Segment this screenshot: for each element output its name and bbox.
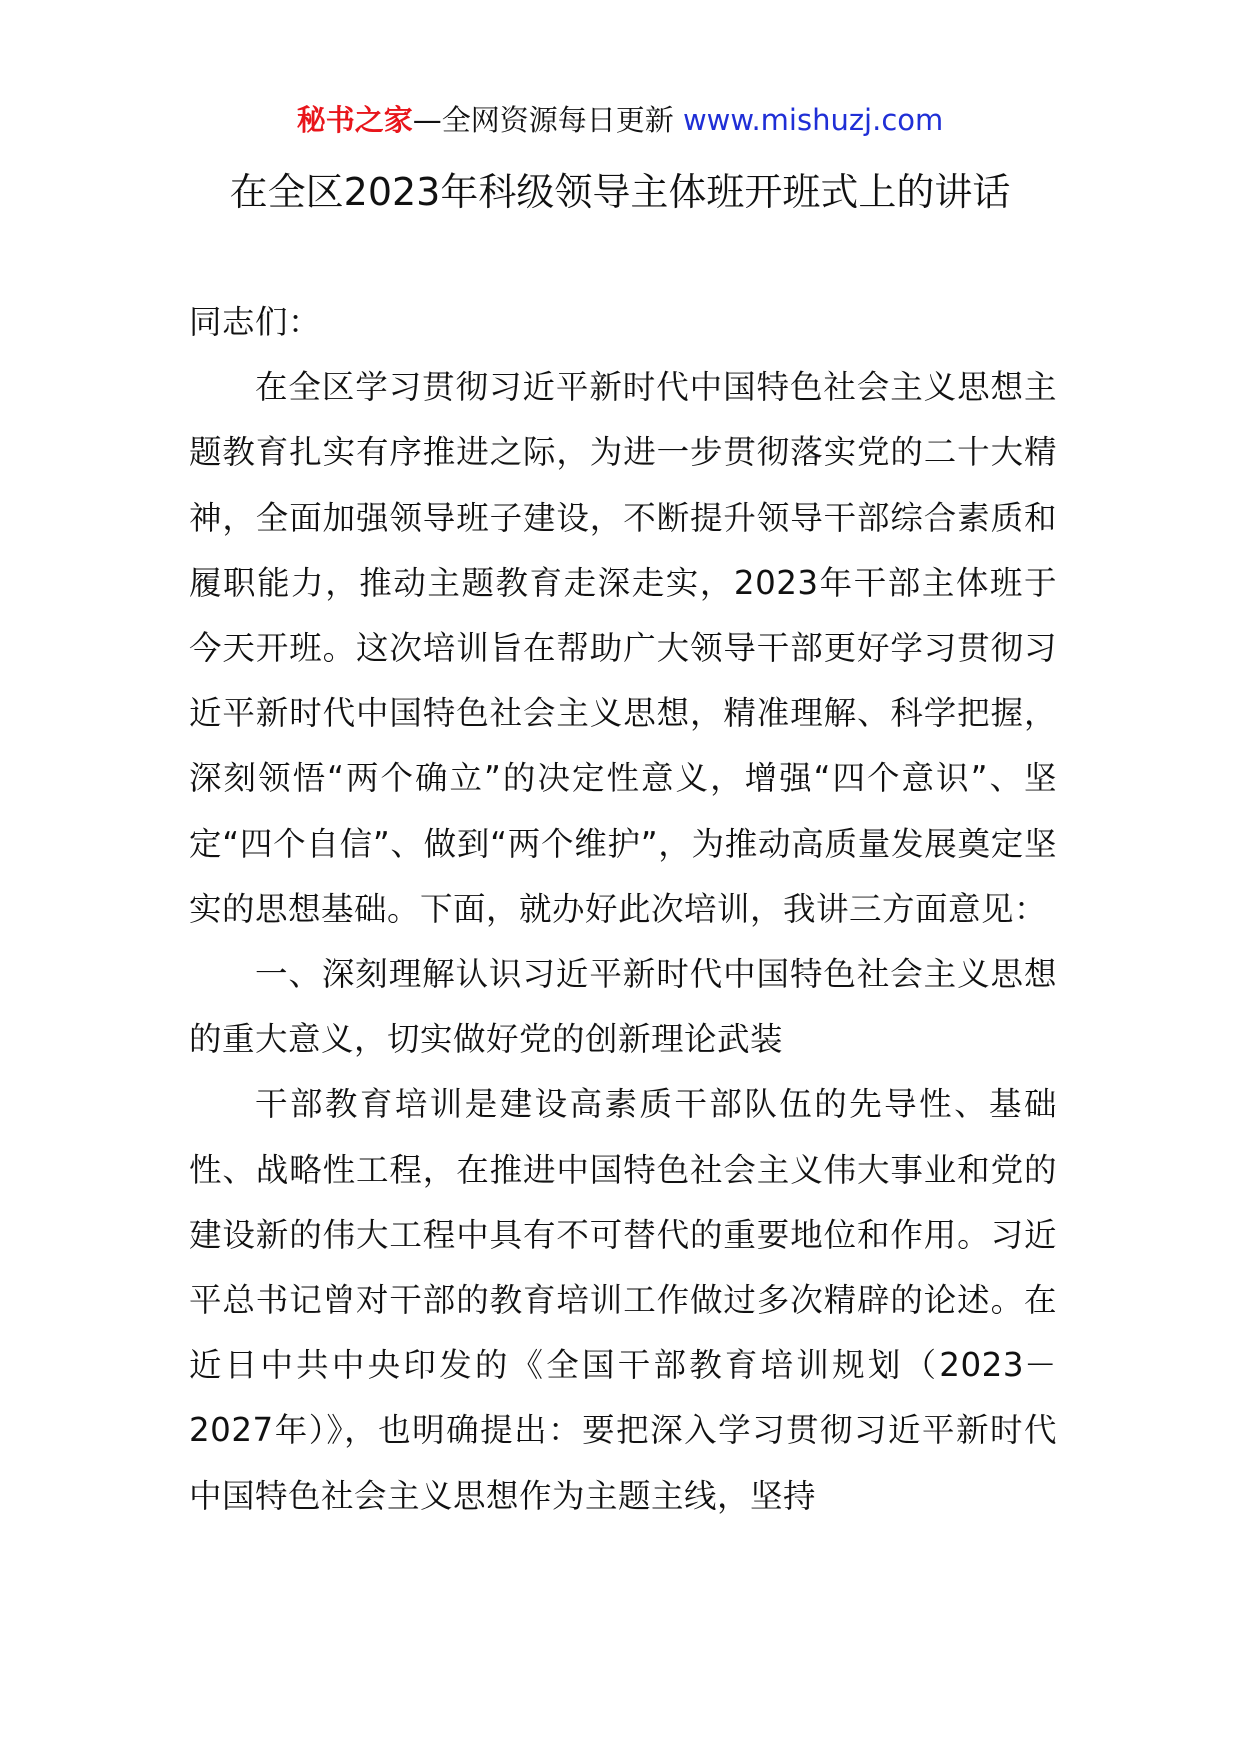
body-paragraph: 干部教育培训是建设高素质干部队伍的先导性、基础性、战略性工程，在推进中国特色社会主义伟大事业和党的建设新的伟大工程中具有不可替代的重要地位和作用。习近平总书记曾对干部的教育培训工作做过多次精辟的论述。在近日中共中央印发的《全国干部教育培训规划（2023－2027年）》，也明确提出：要把深入学习贯彻习近平新时代中国特色社会主义思想作为主题主线，坚持 <box>189 1085 1057 1515</box>
site-tagline: —全网资源每日更新 <box>412 103 683 137</box>
intro-paragraph: 在全区学习贯彻习近平新时代中国特色社会主义思想主题教育扎实有序推进之际，为进一步贯彻落实党的二十大精神，全面加强领导班子建设，不断提升领导干部综合素质和履职能力，推动主题教育走深走实，2023年干部主体班于今天开班。这次培训旨在帮助广大领导干部更好学习贯彻习近平新时代中国特色社会主义思想，精准理解、科学把握，深刻领悟“两个确立”的决定性意义，增强“四个意识”、坚定“四个自信”、做到“两个维护”，为推动高质量发展奠定坚实的思想基础。下面，就办好此次培训，我讲三方面意见： <box>189 368 1057 928</box>
document-title: 在全区2023年科级领导主体班开班式上的讲话 <box>229 170 1011 214</box>
section-heading-1: 一、深刻理解认识习近平新时代中国特色社会主义思想的重大意义，切实做好党的创新理论武装 <box>189 955 1057 1059</box>
site-url-link[interactable]: www.mishuzj.com <box>682 103 944 137</box>
site-header <box>0 100 1240 140</box>
salutation: 同志们： <box>189 303 322 341</box>
site-brand: 秘书之家 <box>296 103 413 137</box>
document-body <box>189 290 1057 1529</box>
